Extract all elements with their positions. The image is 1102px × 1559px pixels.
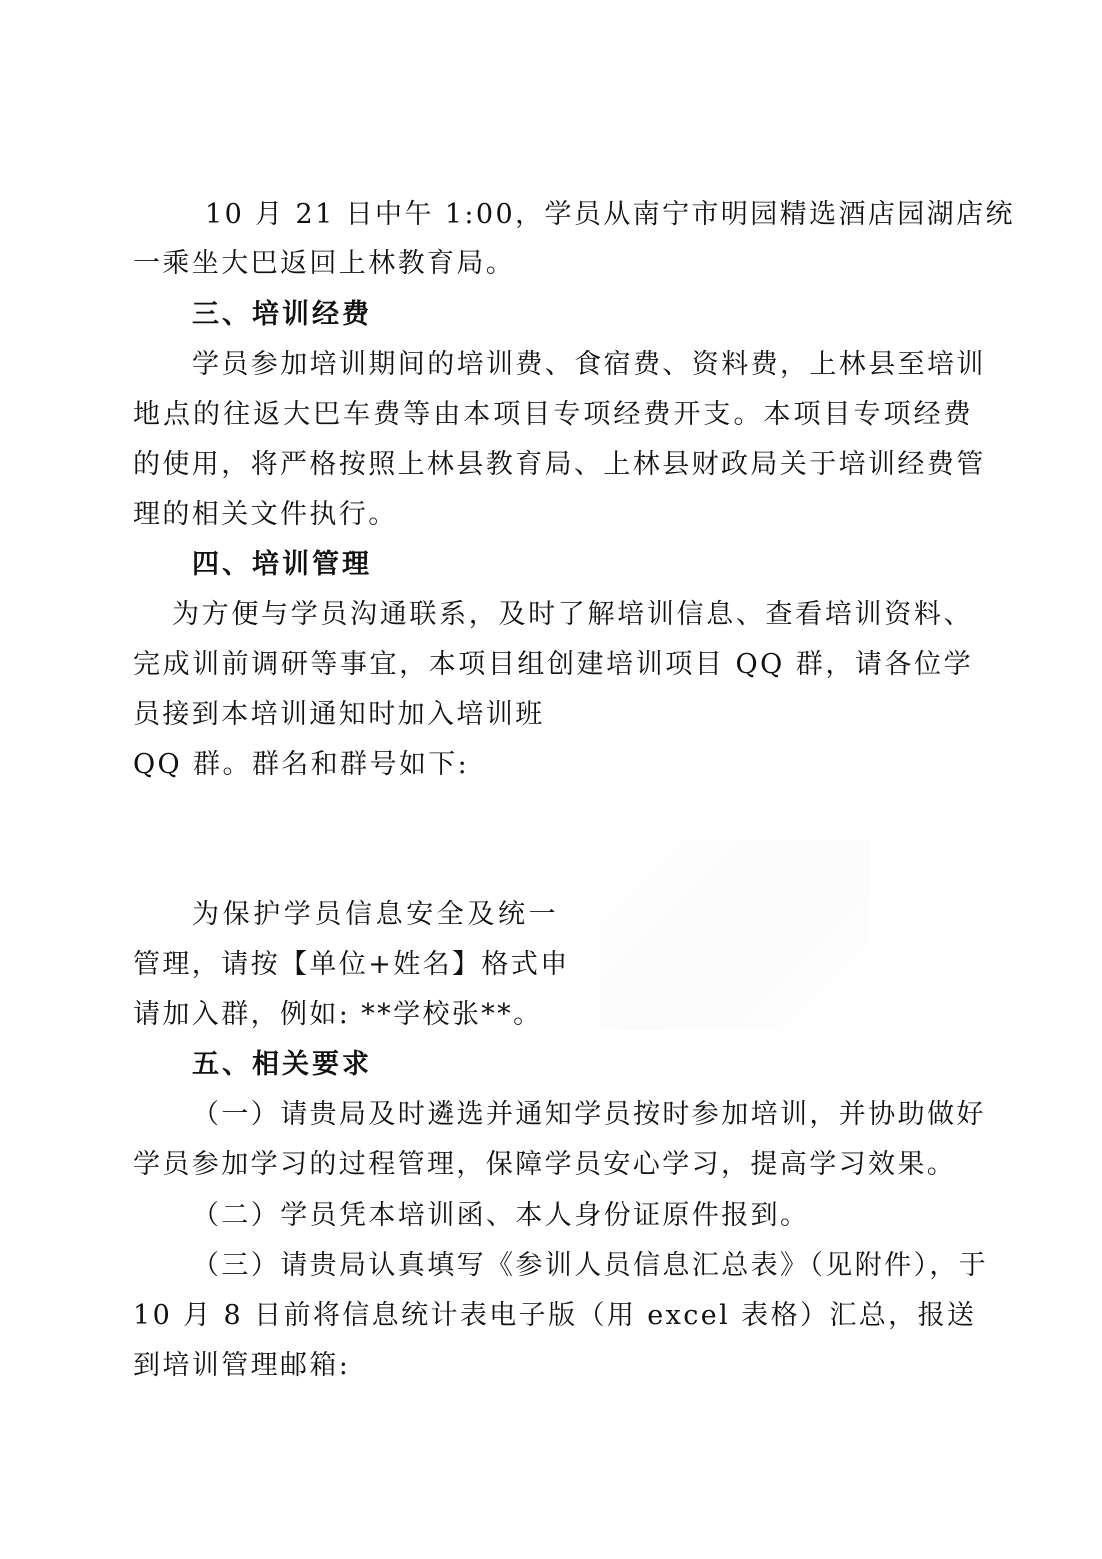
paragraph-req3-line-3: 到培训管理邮箱:	[133, 1350, 351, 1381]
section-heading-funding: 三、培训经费	[192, 299, 372, 330]
paragraph-return-line-1: 10 月 21 日中午 1:00，学员从南宁市明园精选酒店园湖店统	[205, 199, 1015, 230]
qq-qr-code-placeholder	[600, 840, 870, 1030]
paragraph-privacy-line-1: 为保护学员信息安全及统一	[192, 899, 558, 930]
paragraph-funding-line-1: 学员参加培训期间的培训费、食宿费、资料费，上林县至培训	[192, 349, 986, 380]
section-heading-requirements: 五、相关要求	[192, 1049, 372, 1080]
paragraph-funding-line-2: 地点的往返大巴车费等由本项目专项经费开支。本项目专项经费	[133, 399, 973, 430]
paragraph-req2-line-1: （二）学员凭本培训函、本人身份证原件报到。	[192, 1200, 810, 1231]
paragraph-management-line-2: 完成训前调研等事宜，本项目组创建培训项目 QQ 群，请各位学	[133, 649, 973, 680]
paragraph-privacy-line-3: 请加入群，例如: **学校张**。	[133, 999, 543, 1030]
section-heading-management: 四、培训管理	[192, 549, 372, 580]
paragraph-privacy-line-2: 管理，请按【单位+姓名】格式申	[133, 949, 570, 980]
paragraph-funding-line-4: 理的相关文件执行。	[133, 499, 398, 530]
paragraph-req3-line-1: （三）请贵局认真填写《参训人员信息汇总表》（见附件），于	[192, 1250, 989, 1281]
paragraph-funding-line-3: 的使用，将严格按照上林县教育局、上林县财政局关于培训经费管	[133, 449, 986, 480]
paragraph-management-line-1: 为方便与学员沟通联系，及时了解培训信息、查看培训资料、	[172, 599, 973, 630]
paragraph-req3-line-2: 10 月 8 日前将信息统计表电子版（用 excel 表格）汇总，报送	[133, 1300, 977, 1331]
paragraph-return-line-2: 一乘坐大巴返回上林教育局。	[133, 248, 516, 279]
paragraph-req1-line-1: （一）请贵局及时遴选并通知学员按时参加培训，并协助做好	[192, 1099, 986, 1130]
paragraph-management-line-3: 员接到本培训通知时加入培训班	[133, 699, 545, 730]
paragraph-req1-line-2: 学员参加学习的过程管理，保障学员安心学习，提高学习效果。	[133, 1149, 957, 1180]
paragraph-management-line-4: QQ 群。群名和群号如下:	[133, 749, 470, 780]
